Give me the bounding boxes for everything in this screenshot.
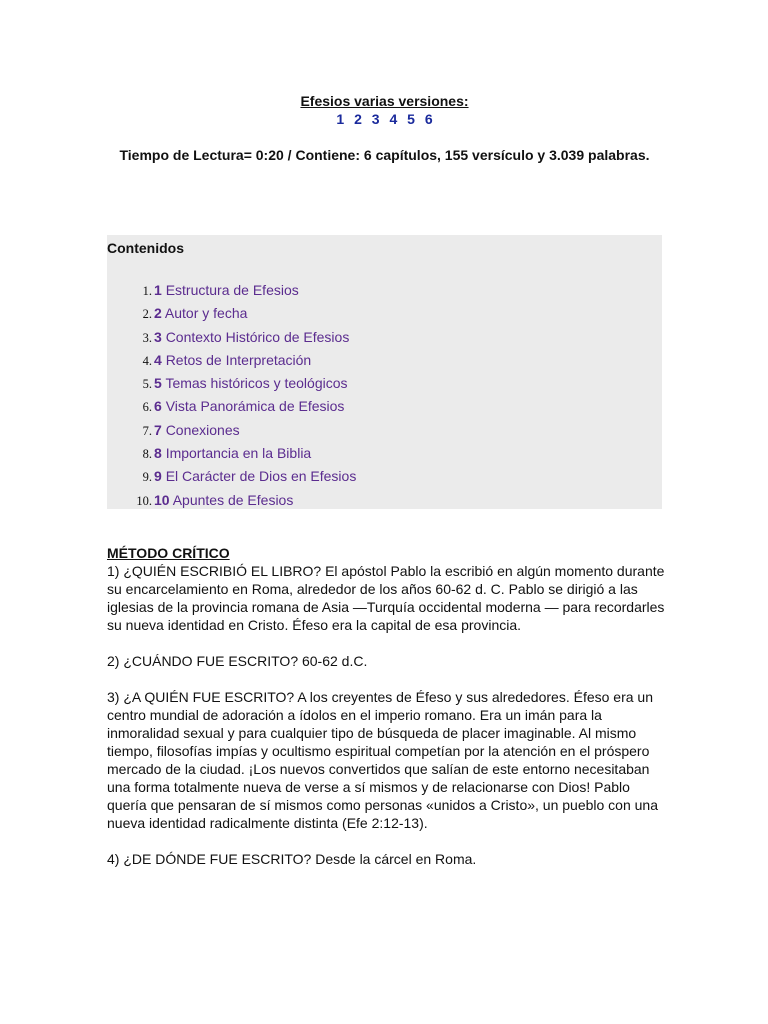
toc-item <box>107 349 356 372</box>
toc-item <box>107 419 356 442</box>
toc-link-contexto[interactable]: 3 Contexto Histórico de Efesios <box>154 328 350 345</box>
toc-link-retos[interactable]: 4 Retos de Interpretación <box>154 351 312 368</box>
toc-item <box>107 372 356 395</box>
version-links <box>107 110 662 128</box>
version-link-1[interactable]: 1 <box>336 111 345 127</box>
toc-item <box>107 442 356 465</box>
toc-item-number: 3. <box>142 330 152 345</box>
toc-item <box>107 465 356 488</box>
version-link-6[interactable]: 6 <box>424 111 433 127</box>
version-link-2[interactable]: 2 <box>354 111 362 127</box>
toc-item <box>107 279 356 302</box>
toc-link-autor[interactable]: 2 Autor y fecha <box>154 305 248 322</box>
toc-item-number: 7. <box>142 423 152 438</box>
toc-item <box>107 395 356 418</box>
toc-link-estructura[interactable]: 1 Estructura de Efesios <box>154 282 299 298</box>
version-link-4[interactable]: 4 <box>389 111 398 127</box>
table-of-contents <box>107 235 662 509</box>
version-link-5[interactable]: 5 <box>407 111 415 127</box>
toc-list <box>107 279 356 512</box>
section-heading: MÉTODO CRÍTICO <box>107 545 230 561</box>
toc-link-importancia[interactable]: 8 Importancia en la Biblia <box>154 445 312 462</box>
document-title: Efesios varias versiones: <box>300 93 469 109</box>
toc-item <box>107 489 356 512</box>
toc-link-conexiones[interactable]: 7 Conexiones <box>154 421 240 438</box>
toc-item <box>107 326 356 349</box>
toc-item-number: 10. <box>136 493 152 508</box>
paragraph-cuando-fue-escrito: 2) ¿CUÁNDO FUE ESCRITO? 60-62 d.C. <box>107 653 368 669</box>
toc-item-number: 4. <box>142 353 152 368</box>
toc-item <box>107 302 356 325</box>
toc-link-caracter-de-dios[interactable]: 9 El Carácter de Dios en Efesios <box>154 468 357 485</box>
metodo-critico-section <box>107 544 667 886</box>
toc-link-temas[interactable]: 5 Temas históricos y teológicos <box>154 375 348 392</box>
toc-link-vista-panoramica[interactable]: 6 Vista Panorámica de Efesios <box>154 398 345 415</box>
toc-item-number: 9. <box>142 470 152 485</box>
version-link-3[interactable]: 3 <box>371 111 380 127</box>
toc-item-number: 8. <box>142 447 152 462</box>
toc-item-number: 5. <box>142 377 152 392</box>
paragraph-a-quien-fue-escrito: 3) ¿A QUIÉN FUE ESCRITO? A los creyentes de Éfeso y sus alrededores. Éfeso era un centro mundial de adoración a ídolos en el imperio romano. Era un imán para la inmoralidad sexual y para cualquier tipo de búsqueda de placer imaginable. Al mismo tiempo, filosofías impías y ocultismo espiritual competían por la atención en el próspero mercado de la ciudad. ¡Los nuevos convertidos que salían de este entorno necesitaban una forma totalmente nueva de verse a sí mismos y de relacionarse con Dios! Pablo quería que pensaran de sí mismos como personas «unidos a Cristo», un pueblo con una nueva identidad radicalmente distinta (Efe 2:12-13). <box>107 689 659 831</box>
toc-item-number: 2. <box>142 307 152 322</box>
paragraph-quien-escribio: 1) ¿QUIÉN ESCRIBIÓ EL LIBRO? El apóstol Pablo la escribió en algún momento durante su encarcelamiento en Roma, alrededor de los años 60-62 d. C. Pablo se dirigió a las iglesias de la provincia romana de Asia —Turquía occidental moderna — para recordarles su nueva identidad en Cristo. Éfeso era la capital de esa provincia. <box>107 563 665 633</box>
toc-item-number: 6. <box>142 400 152 415</box>
toc-link-apuntes[interactable]: 10 Apuntes de Efesios <box>154 491 294 508</box>
reading-time: Tiempo de Lectura= 0:20 / Contiene: 6 capítulos, 155 versículo y 3.039 palabras. <box>119 147 650 163</box>
paragraph-de-donde-fue-escrito: 4) ¿DE DÓNDE FUE ESCRITO? Desde la cárcel en Roma. <box>107 851 477 867</box>
toc-heading: Contenidos <box>107 240 184 256</box>
toc-item-number: 1. <box>142 284 152 298</box>
